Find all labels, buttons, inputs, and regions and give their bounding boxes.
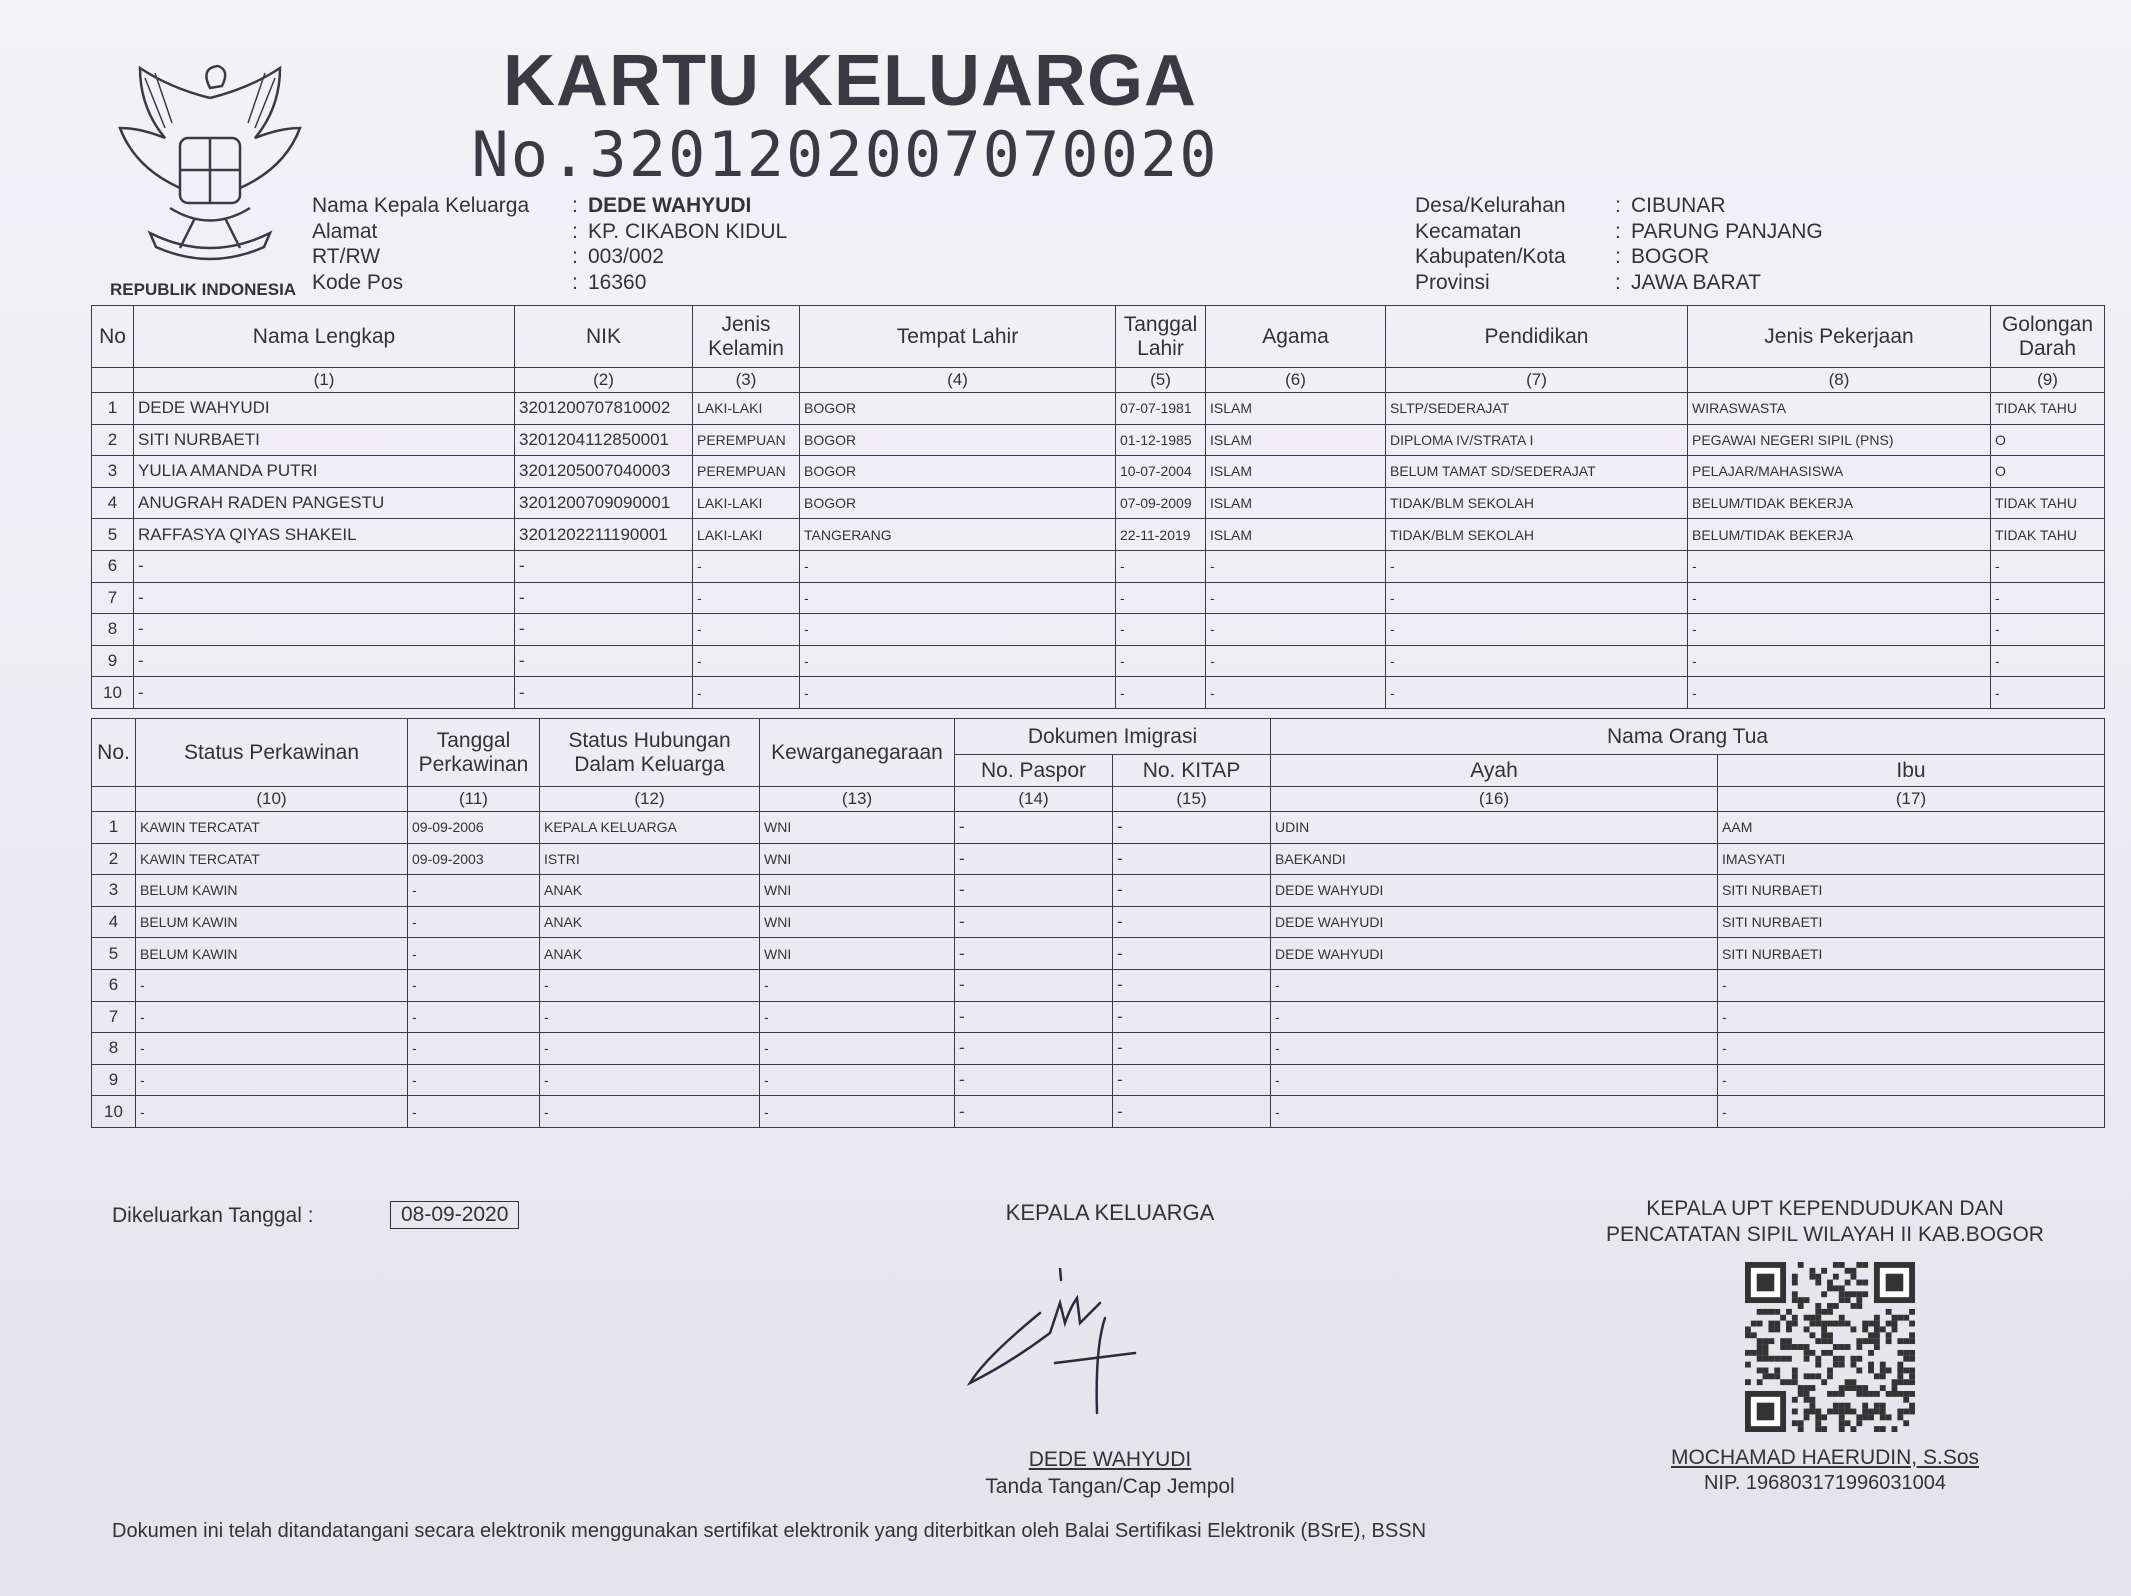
table-cell: 3201200707810002 (515, 393, 693, 425)
table-header-row (92, 306, 2105, 368)
table-row (92, 393, 2105, 425)
table-cell: TIDAK TAHU (1991, 487, 2105, 519)
column-header: Tempat Lahir (800, 306, 1116, 368)
table-cell: - (1991, 677, 2105, 709)
table-cell: 9 (92, 645, 134, 677)
table-cell: DIPLOMA IV/STRATA I (1386, 424, 1688, 456)
table-cell: - (1718, 1064, 2105, 1096)
header-left-info (312, 193, 787, 295)
table-cell: - (1113, 843, 1271, 875)
table-cell: - (1113, 1033, 1271, 1065)
table-cell: - (1991, 550, 2105, 582)
header-label: Nama Kepala Keluarga (312, 194, 530, 217)
table-cell: 10 (92, 1096, 136, 1128)
table-cell: LAKI-LAKI (693, 487, 800, 519)
column-number: (15) (1113, 787, 1271, 812)
header-label: Alamat (312, 219, 378, 243)
table-cell: - (1688, 550, 1991, 582)
table-cell: - (1386, 582, 1688, 614)
table-cell: - (955, 1096, 1113, 1128)
table-cell: 3 (92, 875, 136, 907)
table-cell: - (693, 614, 800, 646)
table-cell: ISLAM (1206, 487, 1386, 519)
column-number: (17) (1718, 787, 2105, 812)
column-header: Dokumen Imigrasi (955, 719, 1271, 755)
table-cell: - (1718, 1033, 2105, 1065)
column-number: (4) (800, 368, 1116, 393)
table-cell: - (693, 550, 800, 582)
official-heading-line-2: PENCATATAN SIPIL WILAYAH II KAB.BOGOR (1606, 1223, 2044, 1246)
table-cell: BAEKANDI (1271, 843, 1718, 875)
head-of-family-heading: KEPALA KELUARGA (1005, 1200, 1215, 1225)
table-cell: - (515, 550, 693, 582)
table-cell: 8 (92, 614, 134, 646)
column-number: (8) (1688, 368, 1991, 393)
table-cell: - (1113, 875, 1271, 907)
table-cell: - (800, 614, 1116, 646)
column-number: (13) (760, 787, 955, 812)
column-header: No (92, 306, 134, 368)
table-cell: 6 (92, 550, 134, 582)
header-value: PARUNG PANJANG (1631, 219, 1823, 243)
table-row (92, 1096, 2105, 1128)
document-title: KARTU KELUARGA (503, 41, 1197, 121)
table-cell: - (540, 1001, 760, 1033)
table-cell: 07-07-1981 (1116, 393, 1206, 425)
column-number: (2) (515, 368, 693, 393)
table-cell: KAWIN TERCATAT (136, 812, 408, 844)
table-cell: - (955, 1064, 1113, 1096)
table-cell: 3 (92, 456, 134, 488)
table-cell: BOGOR (800, 487, 1116, 519)
table-cell: 2 (92, 424, 134, 456)
header-row-regency: Kabupaten/Kota : BOGOR (1415, 245, 1710, 268)
table-cell: - (955, 906, 1113, 938)
table-cell: - (136, 1096, 408, 1128)
table-cell: BOGOR (800, 393, 1116, 425)
column-header: No. Paspor (955, 755, 1113, 787)
table-cell: SITI NURBAETI (1718, 906, 2105, 938)
table-cell: WNI (760, 906, 955, 938)
table-cell: SITI NURBAETI (1718, 938, 2105, 970)
table-cell: - (1386, 645, 1688, 677)
family-status-body (92, 812, 2105, 1128)
table-cell: - (1991, 614, 2105, 646)
table-cell: - (1271, 1033, 1718, 1065)
table-cell: ISLAM (1206, 519, 1386, 551)
head-of-family-name: DEDE WAHYUDI (1028, 1448, 1192, 1471)
table-cell: - (760, 969, 955, 1001)
table-cell: TIDAK TAHU (1991, 519, 2105, 551)
emblem-caption: REPUBLIK INDONESIA (110, 280, 297, 299)
table-cell: DEDE WAHYUDI (1271, 875, 1718, 907)
table-cell: - (408, 1001, 540, 1033)
table-cell: 10 (92, 677, 134, 709)
header-row-head-of-family: Nama Kepala Keluarga : DEDE WAHYUDI (312, 194, 752, 217)
table-cell: ANAK (540, 938, 760, 970)
family-members-body (92, 393, 2105, 709)
table-cell: 10-07-2004 (1116, 456, 1206, 488)
table-cell: SITI NURBAETI (1718, 875, 2105, 907)
column-header: Jenis Pekerjaan (1688, 306, 1991, 368)
table-cell: - (800, 582, 1116, 614)
table-row (92, 843, 2105, 875)
header-label: Desa/Kelurahan (1415, 194, 1566, 217)
table-cell: - (955, 1033, 1113, 1065)
table-cell: 09-09-2003 (408, 843, 540, 875)
table-cell: - (955, 812, 1113, 844)
table-cell: - (136, 1033, 408, 1065)
table-cell: - (800, 677, 1116, 709)
table-cell: - (1113, 969, 1271, 1001)
column-header: Nama Lengkap (134, 306, 515, 368)
table-cell: - (136, 1001, 408, 1033)
table-cell: 4 (92, 906, 136, 938)
table-cell: - (693, 645, 800, 677)
header-value: DEDE WAHYUDI (588, 194, 752, 217)
table-cell: - (760, 1001, 955, 1033)
table-cell: WNI (760, 875, 955, 907)
table-cell: 8 (92, 1033, 136, 1065)
official-heading-line-1: KEPALA UPT KEPENDUDUKAN DAN (1646, 1197, 2004, 1220)
signature-caption: Tanda Tangan/Cap Jempol (985, 1475, 1235, 1498)
table-cell: WNI (760, 843, 955, 875)
table-cell: - (1113, 1096, 1271, 1128)
table-cell: 3201202211190001 (515, 519, 693, 551)
official-name: MOCHAMAD HAERUDIN, S.Sos (1670, 1446, 1980, 1469)
table-cell: 1 (92, 393, 134, 425)
table-cell: 3201200709090001 (515, 487, 693, 519)
table-cell: - (408, 875, 540, 907)
table-cell: - (1271, 969, 1718, 1001)
table-row (92, 875, 2105, 907)
table-cell: TIDAK/BLM SEKOLAH (1386, 519, 1688, 551)
table-cell: - (1688, 677, 1991, 709)
table-cell: - (1688, 582, 1991, 614)
table-cell: IMASYATI (1718, 843, 2105, 875)
table-cell: - (1116, 677, 1206, 709)
column-number: (3) (693, 368, 800, 393)
table-cell: O (1991, 456, 2105, 488)
table-cell: ANAK (540, 906, 760, 938)
table-cell: PEREMPUAN (693, 456, 800, 488)
table-cell: - (1113, 906, 1271, 938)
table-cell: 7 (92, 1001, 136, 1033)
table-cell: - (1386, 614, 1688, 646)
issued-colon: : (307, 1204, 314, 1227)
issued-date-label: Dikeluarkan Tanggal : (112, 1204, 314, 1227)
table-cell: - (1113, 938, 1271, 970)
table-row (92, 969, 2105, 1001)
header-row-district: Kecamatan : PARUNG PANJANG (1415, 219, 1823, 243)
table-cell: - (693, 677, 800, 709)
table-cell: 3201204112850001 (515, 424, 693, 456)
table-cell: - (540, 1064, 760, 1096)
qr-code-icon (1740, 1262, 1920, 1432)
table-cell: ISLAM (1206, 393, 1386, 425)
column-header: Jenis Kelamin (693, 306, 800, 368)
table-cell: - (540, 1096, 760, 1128)
table-cell: - (1206, 614, 1386, 646)
table-cell: WNI (760, 938, 955, 970)
table-cell: - (760, 1096, 955, 1128)
table-row (92, 906, 2105, 938)
table-cell: - (134, 645, 515, 677)
table-cell: - (408, 1033, 540, 1065)
table-row (92, 812, 2105, 844)
table-cell: - (1718, 969, 2105, 1001)
table-cell: 2 (92, 843, 136, 875)
table-cell: - (1113, 812, 1271, 844)
table-cell: BELUM KAWIN (136, 906, 408, 938)
column-header: Agama (1206, 306, 1386, 368)
table-cell: - (1386, 677, 1688, 709)
table-row (92, 645, 2105, 677)
column-number: (16) (1271, 787, 1718, 812)
table-cell: - (1271, 1064, 1718, 1096)
table-cell: - (1116, 614, 1206, 646)
table-cell: YULIA AMANDA PUTRI (134, 456, 515, 488)
table-cell: BOGOR (800, 424, 1116, 456)
table-cell: - (800, 550, 1116, 582)
table-cell: 09-09-2006 (408, 812, 540, 844)
table-cell: - (955, 938, 1113, 970)
table-cell: - (955, 843, 1113, 875)
header-label: Provinsi (1415, 270, 1490, 294)
table-cell: BELUM/TIDAK BEKERJA (1688, 487, 1991, 519)
family-status-table (91, 718, 2105, 1128)
table-cell: 07-09-2009 (1116, 487, 1206, 519)
table-cell: - (408, 938, 540, 970)
header-value: BOGOR (1631, 245, 1710, 268)
table-cell: - (760, 1033, 955, 1065)
table-cell: - (134, 582, 515, 614)
table-cell: LAKI-LAKI (693, 519, 800, 551)
table-cell: - (515, 582, 693, 614)
table-cell: - (136, 969, 408, 1001)
table-cell: KEPALA KELUARGA (540, 812, 760, 844)
table-cell: - (955, 875, 1113, 907)
table-cell: - (1206, 645, 1386, 677)
table-cell: BELUM KAWIN (136, 875, 408, 907)
table-cell: PELAJAR/MAHASISWA (1688, 456, 1991, 488)
header-row-province: Provinsi : JAWA BARAT (1415, 270, 1761, 294)
header-value: CIBUNAR (1631, 194, 1726, 217)
table-cell: - (1991, 645, 2105, 677)
header-row-postal-code: Kode Pos : 16360 (312, 270, 647, 294)
column-header: No. KITAP (1113, 755, 1271, 787)
header-label: Kode Pos (312, 270, 404, 294)
signature-icon (955, 1268, 1155, 1418)
table-cell: - (955, 1001, 1113, 1033)
table-cell: - (1386, 550, 1688, 582)
table-cell: - (1718, 1096, 2105, 1128)
table-row (92, 1033, 2105, 1065)
table-cell: - (1718, 1001, 2105, 1033)
header-value: JAWA BARAT (1631, 270, 1761, 294)
column-number: (6) (1206, 368, 1386, 393)
table-cell: UDIN (1271, 812, 1718, 844)
header-right-info (1415, 193, 1823, 295)
table-cell: TIDAK TAHU (1991, 393, 2105, 425)
table-cell: 9 (92, 1064, 136, 1096)
table-row (92, 519, 2105, 551)
table-cell: BELUM/TIDAK BEKERJA (1688, 519, 1991, 551)
header-value: 003/002 (588, 245, 664, 268)
column-number: (9) (1991, 368, 2105, 393)
table-cell: - (1206, 677, 1386, 709)
table-cell: RAFFASYA QIYAS SHAKEIL (134, 519, 515, 551)
table-cell: ISLAM (1206, 424, 1386, 456)
column-header: Status Perkawinan (136, 719, 408, 787)
column-header: NIK (515, 306, 693, 368)
column-number: (1) (134, 368, 515, 393)
column-header: No. (92, 719, 136, 787)
header-row-rt-rw: RT/RW : 003/002 (312, 245, 664, 268)
column-number: (10) (136, 787, 408, 812)
table-cell: - (760, 1064, 955, 1096)
table-row (92, 456, 2105, 488)
table-cell: ANAK (540, 875, 760, 907)
table-cell: BELUM KAWIN (136, 938, 408, 970)
column-number: (5) (1116, 368, 1206, 393)
table-cell: AAM (1718, 812, 2105, 844)
table-cell: 5 (92, 938, 136, 970)
table-cell: - (955, 969, 1113, 1001)
table-cell: SLTP/SEDERAJAT (1386, 393, 1688, 425)
table-cell: - (134, 550, 515, 582)
table-cell: DEDE WAHYUDI (134, 393, 515, 425)
table-cell: WIRASWASTA (1688, 393, 1991, 425)
table-cell: KAWIN TERCATAT (136, 843, 408, 875)
column-header: Kewarganegaraan (760, 719, 955, 787)
column-header: Pendidikan (1386, 306, 1688, 368)
table-cell: 3201205007040003 (515, 456, 693, 488)
table-cell: - (515, 614, 693, 646)
table-cell: 5 (92, 519, 134, 551)
table-cell: - (408, 906, 540, 938)
column-number: (12) (540, 787, 760, 812)
table-cell: - (1688, 614, 1991, 646)
table-cell: TANGERANG (800, 519, 1116, 551)
table-row (92, 1001, 2105, 1033)
table-cell: BOGOR (800, 456, 1116, 488)
column-number: (11) (408, 787, 540, 812)
table-cell: PEREMPUAN (693, 424, 800, 456)
table-cell: - (408, 1064, 540, 1096)
table-cell: - (1271, 1096, 1718, 1128)
electronic-signature-note: Dokumen ini telah ditandatangani secara elektronik menggunakan sertifikat elektronik yang diterbitkan oleh Balai Sertifikasi Elektronik (BSrE), BSSN (112, 1520, 1427, 1542)
table-cell: - (693, 582, 800, 614)
issued-date-value: 08-09-2020 (390, 1201, 519, 1229)
table-cell: 01-12-1985 (1116, 424, 1206, 456)
table-row (92, 614, 2105, 646)
table-cell: BELUM TAMAT SD/SEDERAJAT (1386, 456, 1688, 488)
table-row (92, 550, 2105, 582)
column-header: Status Hubungan Dalam Keluarga (540, 719, 760, 787)
table-row (92, 582, 2105, 614)
table-cell: WNI (760, 812, 955, 844)
header-row-address: Alamat : KP. CIKABON KIDUL (312, 219, 788, 243)
column-number-row (92, 787, 2105, 812)
table-cell: - (1116, 550, 1206, 582)
table-cell: - (515, 677, 693, 709)
column-header: Nama Orang Tua (1271, 719, 2105, 755)
table-cell: - (1206, 582, 1386, 614)
column-header: Tanggal Perkawinan (408, 719, 540, 787)
table-cell: - (134, 614, 515, 646)
table-cell: - (1991, 582, 2105, 614)
header-label: RT/RW (312, 245, 381, 268)
table-row (92, 1064, 2105, 1096)
column-number: (7) (1386, 368, 1688, 393)
table-cell: - (134, 677, 515, 709)
table-cell: 6 (92, 969, 136, 1001)
header-label: Kecamatan (1415, 219, 1522, 243)
table-cell: - (1688, 645, 1991, 677)
table-cell: 1 (92, 812, 136, 844)
table-row (92, 938, 2105, 970)
table-cell: - (408, 969, 540, 1001)
column-header: Ayah (1271, 755, 1718, 787)
table-cell: 7 (92, 582, 134, 614)
column-number: (14) (955, 787, 1113, 812)
table-cell: DEDE WAHYUDI (1271, 938, 1718, 970)
table-cell: LAKI-LAKI (693, 393, 800, 425)
table-cell: - (1116, 582, 1206, 614)
table-cell: TIDAK/BLM SEKOLAH (1386, 487, 1688, 519)
table-cell: - (1206, 550, 1386, 582)
header-value: KP. CIKABON KIDUL (588, 219, 788, 243)
table-cell: DEDE WAHYUDI (1271, 906, 1718, 938)
header-row-village: Desa/Kelurahan : CIBUNAR (1415, 194, 1726, 217)
family-members-table (91, 305, 2105, 709)
column-number-row (92, 368, 2105, 393)
table-cell: - (540, 1033, 760, 1065)
table-cell: - (800, 645, 1116, 677)
header-value: 16360 (588, 270, 647, 294)
table-cell: ISTRI (540, 843, 760, 875)
table-cell: - (1113, 1001, 1271, 1033)
table-cell: O (1991, 424, 2105, 456)
column-header: Golongan Darah (1991, 306, 2105, 368)
table-cell: - (1113, 1064, 1271, 1096)
table-header-row (92, 719, 2105, 755)
table-cell: - (136, 1064, 408, 1096)
table-row (92, 677, 2105, 709)
table-row (92, 487, 2105, 519)
table-cell: ANUGRAH RADEN PANGESTU (134, 487, 515, 519)
table-cell: - (1271, 1001, 1718, 1033)
column-header: Tanggal Lahir (1116, 306, 1206, 368)
table-cell: - (540, 969, 760, 1001)
column-header: Ibu (1718, 755, 2105, 787)
official-heading (1560, 1196, 2090, 1248)
table-cell: - (408, 1096, 540, 1128)
table-row (92, 424, 2105, 456)
official-nip: NIP. 196803171996031004 (1703, 1472, 1947, 1494)
table-cell: - (1116, 645, 1206, 677)
table-cell: SITI NURBAETI (134, 424, 515, 456)
table-cell: PEGAWAI NEGERI SIPIL (PNS) (1688, 424, 1991, 456)
table-cell: - (515, 645, 693, 677)
table-cell: 22-11-2019 (1116, 519, 1206, 551)
table-cell: ISLAM (1206, 456, 1386, 488)
header-label: Kabupaten/Kota (1415, 245, 1566, 268)
table-cell: 4 (92, 487, 134, 519)
family-card-number: No.3201202007070020 (471, 118, 1219, 191)
